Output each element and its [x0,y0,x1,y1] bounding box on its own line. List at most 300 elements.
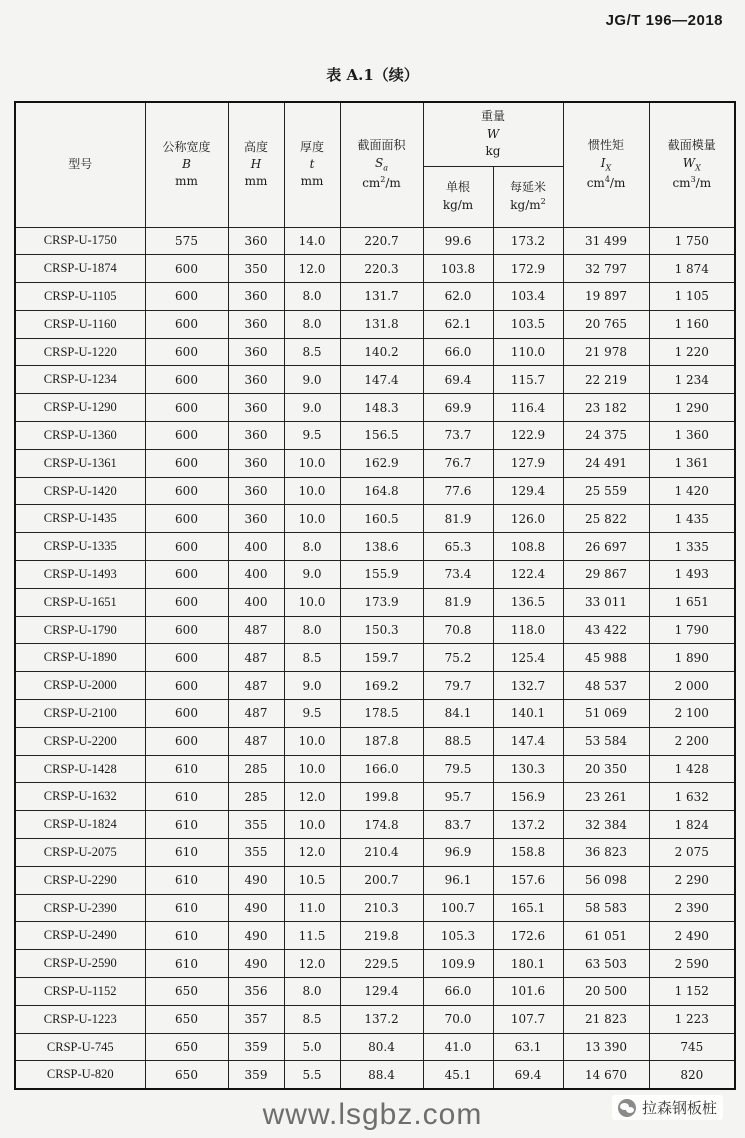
table-row [15,922,735,950]
table-cell: 79.5 [423,755,493,783]
table-cell: CRSP-U-1152 [15,978,145,1006]
table-cell: 65.3 [423,533,493,561]
table-cell: 56 098 [563,866,649,894]
table-cell: 20 500 [563,978,649,1006]
table-cell: CRSP-U-1223 [15,1005,145,1033]
table-cell: 22 219 [563,366,649,394]
table-cell: 285 [228,783,284,811]
table-row [15,644,735,672]
table-cell: 147.4 [340,366,423,394]
table-cell: 360 [228,227,284,255]
table-cell: 45.1 [423,1061,493,1089]
table-cell: CRSP-U-1790 [15,616,145,644]
table-cell: 81.9 [423,588,493,616]
table-row [15,1061,735,1089]
table-cell: 101.6 [493,978,563,1006]
table-cell: 122.9 [493,422,563,450]
table-cell: 19 897 [563,283,649,311]
table-cell: 600 [145,533,228,561]
table-cell: 75.2 [423,644,493,672]
table-cell: CRSP-U-2100 [15,700,145,728]
table-cell: 8.0 [284,533,340,561]
table-cell: 62.0 [423,283,493,311]
table-cell: 600 [145,505,228,533]
table-cell: 1 234 [649,366,735,394]
table-cell: CRSP-U-745 [15,1033,145,1061]
table-cell: 137.2 [340,1005,423,1033]
table-cell: 53 584 [563,727,649,755]
table-cell: 650 [145,1005,228,1033]
table-cell: CRSP-U-2590 [15,950,145,978]
header-area: 截面面积 $S_a$ $cm^2/m$ [340,102,423,227]
header-thickness: 厚度 t mm [284,102,340,227]
table-cell: 166.0 [340,755,423,783]
table-cell: 9.0 [284,672,340,700]
table-cell: 600 [145,366,228,394]
table-row [15,283,735,311]
table-cell: 610 [145,950,228,978]
table-row [15,894,735,922]
table-cell: 600 [145,644,228,672]
table-cell: 10.0 [284,477,340,505]
table-cell: 8.5 [284,338,340,366]
table-cell: 25 559 [563,477,649,505]
table-row [15,866,735,894]
table-cell: 600 [145,588,228,616]
table-cell: 5.0 [284,1033,340,1061]
table-cell: 400 [228,588,284,616]
table-cell: 26 697 [563,533,649,561]
table-cell: 1 360 [649,422,735,450]
table-row [15,366,735,394]
table-cell: 360 [228,366,284,394]
table-cell: 70.8 [423,616,493,644]
table-cell: 1 750 [649,227,735,255]
table-cell: CRSP-U-1234 [15,366,145,394]
table-cell: 180.1 [493,950,563,978]
table-cell: 210.4 [340,839,423,867]
table-cell: 400 [228,533,284,561]
table-cell: 11.0 [284,894,340,922]
table-cell: 156.5 [340,422,423,450]
table-cell: 70.0 [423,1005,493,1033]
table-cell: 10.0 [284,588,340,616]
table-cell: 9.0 [284,394,340,422]
watermark-url: www.lsgbz.com [262,1098,483,1131]
table-cell: 164.8 [340,477,423,505]
table-row [15,449,735,477]
table-cell: 487 [228,727,284,755]
table-row [15,839,735,867]
table-row [15,422,735,450]
table-row [15,310,735,338]
table-cell: 43 422 [563,616,649,644]
table-cell: 32 384 [563,811,649,839]
table-cell: 14 670 [563,1061,649,1089]
table-cell: 76.7 [423,449,493,477]
header-weight-per-pile: 单根 kg/m [423,166,493,227]
table-cell: 8.5 [284,644,340,672]
table-cell: 96.1 [423,866,493,894]
table-row [15,533,735,561]
table-cell: 13 390 [563,1033,649,1061]
table-row [15,727,735,755]
table-cell: 2 390 [649,894,735,922]
table-cell: 173.9 [340,588,423,616]
table-cell: 12.0 [284,783,340,811]
table-cell: 158.8 [493,839,563,867]
table-cell: CRSP-U-2000 [15,672,145,700]
table-cell: 172.9 [493,255,563,283]
table-cell: 187.8 [340,727,423,755]
table-cell: 600 [145,561,228,589]
table-cell: 8.0 [284,283,340,311]
table-cell: 487 [228,700,284,728]
table-cell: 25 822 [563,505,649,533]
table-cell: CRSP-U-1105 [15,283,145,311]
table-row [15,1033,735,1061]
table-cell: 129.4 [493,477,563,505]
table-cell: 62.1 [423,310,493,338]
table-row [15,227,735,255]
wechat-label: 拉森钢板桩 [641,1099,717,1117]
table-cell: 155.9 [340,561,423,589]
table-cell: 1 335 [649,533,735,561]
table-cell: CRSP-U-1335 [15,533,145,561]
table-cell: 137.2 [493,811,563,839]
wechat-icon [618,1099,636,1117]
table-cell: 105.3 [423,922,493,950]
table-cell: 1 824 [649,811,735,839]
table-cell: 33 011 [563,588,649,616]
table-cell: 96.9 [423,839,493,867]
table-cell: 355 [228,811,284,839]
table-cell: 650 [145,1033,228,1061]
table-row [15,255,735,283]
table-cell: 600 [145,616,228,644]
table-cell: 109.9 [423,950,493,978]
table-cell: 129.4 [340,978,423,1006]
table-cell: CRSP-U-1360 [15,422,145,450]
table-row [15,672,735,700]
table-cell: 600 [145,727,228,755]
table-cell: 650 [145,978,228,1006]
table-cell: 10.5 [284,866,340,894]
table-cell: 127.9 [493,449,563,477]
table-cell: 80.4 [340,1033,423,1061]
table-cell: 77.6 [423,477,493,505]
table-cell: 359 [228,1061,284,1089]
table-cell: CRSP-U-1428 [15,755,145,783]
table-cell: 107.7 [493,1005,563,1033]
table-cell: 1 790 [649,616,735,644]
table-cell: 126.0 [493,505,563,533]
table-cell: 610 [145,783,228,811]
table-cell: 490 [228,866,284,894]
table-cell: 29 867 [563,561,649,589]
table-cell: 610 [145,894,228,922]
table-cell: 138.6 [340,533,423,561]
table-cell: 1 420 [649,477,735,505]
table-cell: 174.8 [340,811,423,839]
table-cell: 610 [145,922,228,950]
table-cell: 66.0 [423,978,493,1006]
table-cell: 610 [145,811,228,839]
table-cell: 88.5 [423,727,493,755]
table-cell: 745 [649,1033,735,1061]
table-cell: 350 [228,255,284,283]
table-cell: 1 160 [649,310,735,338]
table-cell: 162.9 [340,449,423,477]
table-cell: 10.0 [284,811,340,839]
table-cell: 2 000 [649,672,735,700]
table-cell: 357 [228,1005,284,1033]
table-cell: 11.5 [284,922,340,950]
table-cell: 125.4 [493,644,563,672]
table-cell: 63 503 [563,950,649,978]
table-cell: 2 290 [649,866,735,894]
table-cell: 1 435 [649,505,735,533]
table-cell: 45 988 [563,644,649,672]
table-cell: 8.5 [284,1005,340,1033]
table-cell: 14.0 [284,227,340,255]
table-cell: CRSP-U-2290 [15,866,145,894]
table-cell: 360 [228,310,284,338]
table-row [15,978,735,1006]
table-cell: CRSP-U-1632 [15,783,145,811]
table-cell: CRSP-U-1220 [15,338,145,366]
table-cell: 10.0 [284,755,340,783]
table-cell: 24 375 [563,422,649,450]
table-cell: 487 [228,644,284,672]
table-cell: 199.8 [340,783,423,811]
table-cell: 118.0 [493,616,563,644]
table-row [15,338,735,366]
table-cell: 600 [145,394,228,422]
table-cell: 103.4 [493,283,563,311]
table-cell: 178.5 [340,700,423,728]
table-cell: 140.2 [340,338,423,366]
table-cell: CRSP-U-1651 [15,588,145,616]
table-cell: 81.9 [423,505,493,533]
table-cell: 1 223 [649,1005,735,1033]
header-width: 公称宽度 B mm [145,102,228,227]
specification-table [14,101,736,1090]
table-cell: 21 823 [563,1005,649,1033]
table-cell: 21 978 [563,338,649,366]
table-cell: 1 632 [649,783,735,811]
table-cell: 360 [228,422,284,450]
table-cell: 12.0 [284,255,340,283]
table-cell: 150.3 [340,616,423,644]
table-cell: 61 051 [563,922,649,950]
table-cell: 200.7 [340,866,423,894]
table-cell: 58 583 [563,894,649,922]
table-cell: 156.9 [493,783,563,811]
table-cell: 103.8 [423,255,493,283]
table-cell: 360 [228,394,284,422]
table-cell: CRSP-U-1290 [15,394,145,422]
table-cell: 95.7 [423,783,493,811]
table-row [15,561,735,589]
table-cell: 8.0 [284,616,340,644]
table-cell: 356 [228,978,284,1006]
table-cell: 8.0 [284,310,340,338]
header-inertia: 惯性矩 $I_X$ $cm^4/m$ [563,102,649,227]
table-cell: CRSP-U-2075 [15,839,145,867]
table-cell: 132.7 [493,672,563,700]
table-cell: 73.7 [423,422,493,450]
table-row [15,811,735,839]
table-cell: CRSP-U-1420 [15,477,145,505]
standard-code: JG/T 196—2018 [605,12,723,29]
table-cell: CRSP-U-2490 [15,922,145,950]
table-cell: 220.7 [340,227,423,255]
table-row [15,616,735,644]
table-cell: 600 [145,255,228,283]
table-cell: 147.4 [493,727,563,755]
table-cell: 24 491 [563,449,649,477]
table-cell: 103.5 [493,310,563,338]
table-cell: 131.7 [340,283,423,311]
table-cell: 157.6 [493,866,563,894]
table-cell: 575 [145,227,228,255]
table-cell: 12.0 [284,950,340,978]
table-cell: 159.7 [340,644,423,672]
table-cell: 8.0 [284,978,340,1006]
table-cell: 69.4 [493,1061,563,1089]
table-cell: 487 [228,672,284,700]
table-cell: 99.6 [423,227,493,255]
table-cell: 600 [145,310,228,338]
table-cell: 610 [145,839,228,867]
table-cell: 600 [145,449,228,477]
table-cell: 20 765 [563,310,649,338]
table-cell: 140.1 [493,700,563,728]
table-cell: 2 075 [649,839,735,867]
table-cell: 210.3 [340,894,423,922]
table-cell: 360 [228,477,284,505]
table-cell: 10.0 [284,505,340,533]
table-cell: 41.0 [423,1033,493,1061]
table-cell: 136.5 [493,588,563,616]
table-cell: 66.0 [423,338,493,366]
table-row [15,394,735,422]
table-cell: 400 [228,561,284,589]
table-cell: CRSP-U-1493 [15,561,145,589]
table-cell: CRSP-U-2200 [15,727,145,755]
table-row [15,1005,735,1033]
table-cell: 360 [228,505,284,533]
table-cell: 79.7 [423,672,493,700]
table-cell: 110.0 [493,338,563,366]
table-cell: 610 [145,866,228,894]
table-cell: CRSP-U-1750 [15,227,145,255]
table-row [15,588,735,616]
table-row [15,783,735,811]
table-cell: 130.3 [493,755,563,783]
table-cell: 610 [145,755,228,783]
table-body [15,227,735,1089]
table-cell: 31 499 [563,227,649,255]
table-cell: 355 [228,839,284,867]
table-cell: 100.7 [423,894,493,922]
header-weight: 重量 W kg [423,102,563,166]
table-cell: 165.1 [493,894,563,922]
table-cell: 73.4 [423,561,493,589]
wechat-badge [612,1095,723,1120]
table-cell: 360 [228,283,284,311]
table-cell: 490 [228,922,284,950]
table-cell: 600 [145,422,228,450]
table-cell: 69.9 [423,394,493,422]
table-cell: 1 874 [649,255,735,283]
table-cell: 1 890 [649,644,735,672]
table-cell: 9.0 [284,366,340,394]
table-cell: 360 [228,449,284,477]
table-row [15,505,735,533]
table-cell: CRSP-U-1361 [15,449,145,477]
table-cell: 1 105 [649,283,735,311]
table-row [15,755,735,783]
table-cell: 160.5 [340,505,423,533]
table-cell: 600 [145,283,228,311]
table-cell: 115.7 [493,366,563,394]
table-cell: 5.5 [284,1061,340,1089]
table-cell: 20 350 [563,755,649,783]
table-cell: 173.2 [493,227,563,255]
table-cell: 9.5 [284,422,340,450]
table-cell: 600 [145,700,228,728]
table-cell: 1 651 [649,588,735,616]
table-cell: 116.4 [493,394,563,422]
table-cell: 1 361 [649,449,735,477]
table-cell: 600 [145,338,228,366]
table-cell: 23 261 [563,783,649,811]
table-cell: 359 [228,1033,284,1061]
table-cell: 220.3 [340,255,423,283]
table-title: 表 A.1（续） [326,66,419,84]
table-cell: 148.3 [340,394,423,422]
table-cell: CRSP-U-1824 [15,811,145,839]
table-cell: CRSP-U-820 [15,1061,145,1089]
table-cell: CRSP-U-1874 [15,255,145,283]
table-cell: 2 100 [649,700,735,728]
table-cell: 9.5 [284,700,340,728]
table-cell: 122.4 [493,561,563,589]
table-cell: 10.0 [284,727,340,755]
table-row [15,950,735,978]
table-cell: 169.2 [340,672,423,700]
table-cell: 36 823 [563,839,649,867]
table-cell: 172.6 [493,922,563,950]
table-row [15,477,735,505]
table-cell: 1 493 [649,561,735,589]
table-cell: 2 490 [649,922,735,950]
table-cell: 360 [228,338,284,366]
table-cell: 131.8 [340,310,423,338]
table-cell: 48 537 [563,672,649,700]
table-cell: 83.7 [423,811,493,839]
header-height: 高度 H mm [228,102,284,227]
table-cell: 63.1 [493,1033,563,1061]
table-cell: 88.4 [340,1061,423,1089]
table-cell: CRSP-U-2390 [15,894,145,922]
table-cell: CRSP-U-1890 [15,644,145,672]
header-model: 型号 [15,102,145,227]
table-cell: 51 069 [563,700,649,728]
header-weight-per-meter: 每延米 $kg/m^2$ [493,166,563,227]
